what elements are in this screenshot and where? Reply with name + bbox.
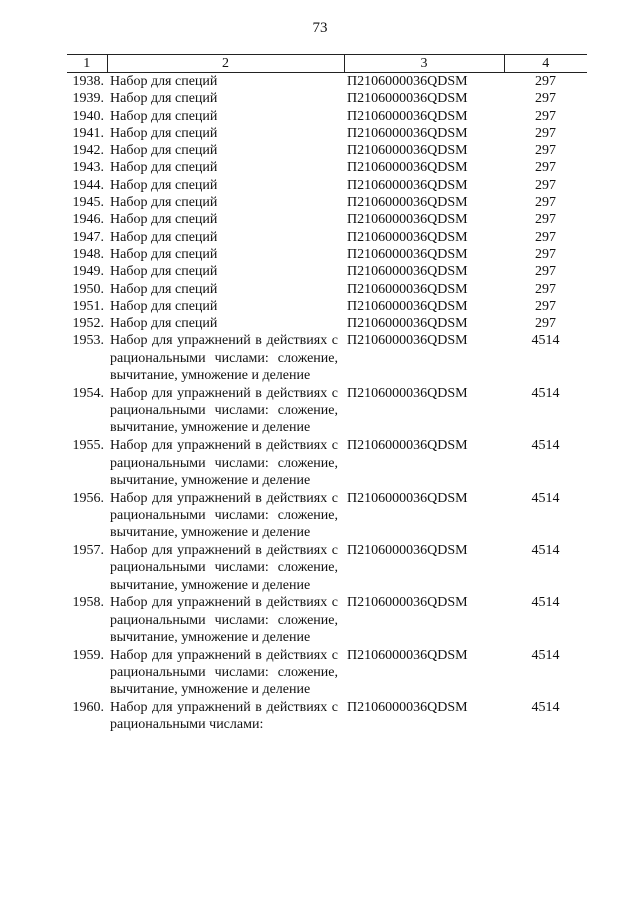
table-row bbox=[67, 159, 587, 176]
item-name: Набор для упражнений в действиях с рациональными числами: сложение, вычитание, умножение и деление bbox=[110, 595, 338, 645]
table-row bbox=[67, 385, 587, 437]
item-name: Набор для специй bbox=[110, 212, 218, 228]
item-code: П2106000036QDSM bbox=[347, 195, 468, 211]
column-header-2: 2 bbox=[107, 55, 344, 73]
item-price: 297 bbox=[535, 229, 556, 245]
table-row bbox=[67, 142, 587, 159]
item-code: П2106000036QDSM bbox=[347, 246, 468, 262]
item-price: 297 bbox=[535, 195, 556, 211]
item-name: Набор для специй bbox=[110, 281, 218, 297]
item-price: 4514 bbox=[531, 700, 560, 716]
item-code: П2106000036QDSM bbox=[347, 595, 468, 611]
item-code: П2106000036QDSM bbox=[347, 385, 468, 401]
row-number: 1941. bbox=[72, 125, 104, 141]
item-price: 297 bbox=[535, 177, 556, 193]
item-code: П2106000036QDSM bbox=[347, 281, 468, 297]
item-name: Набор для специй bbox=[110, 177, 218, 193]
row-number: 1949. bbox=[72, 264, 104, 280]
item-price: 297 bbox=[535, 74, 556, 89]
column-header-3: 3 bbox=[344, 55, 504, 73]
row-number: 1940. bbox=[72, 108, 104, 124]
item-name: Набор для специй bbox=[110, 91, 218, 107]
item-code: П2106000036QDSM bbox=[347, 177, 468, 193]
item-code: П2106000036QDSM bbox=[347, 700, 468, 716]
row-number: 1953. bbox=[72, 333, 104, 349]
item-name: Набор для специй bbox=[110, 316, 218, 332]
item-code: П2106000036QDSM bbox=[347, 316, 468, 332]
table-row bbox=[67, 229, 587, 246]
table-row bbox=[67, 437, 587, 489]
item-name: Набор для специй bbox=[110, 143, 218, 159]
row-number: 1954. bbox=[72, 385, 104, 401]
table-row bbox=[67, 542, 587, 594]
table-row bbox=[67, 490, 587, 542]
table-row bbox=[67, 177, 587, 194]
row-number: 1938. bbox=[72, 74, 104, 89]
item-name: Набор для упражнений в действиях с рациональными числами: сложение, вычитание, умножение и деление bbox=[110, 647, 338, 698]
table-row bbox=[67, 315, 587, 332]
item-price: 297 bbox=[535, 281, 556, 297]
row-number: 1942. bbox=[72, 143, 104, 159]
row-number: 1943. bbox=[72, 160, 104, 176]
item-code: П2106000036QDSM bbox=[347, 229, 468, 245]
table-row bbox=[67, 281, 587, 298]
item-price: 4514 bbox=[531, 333, 560, 349]
item-price: 297 bbox=[535, 246, 556, 262]
column-header-4: 4 bbox=[504, 55, 587, 73]
row-number: 1951. bbox=[72, 298, 104, 314]
row-number: 1946. bbox=[72, 212, 104, 228]
item-price: 297 bbox=[535, 125, 556, 141]
item-code: П2106000036QDSM bbox=[347, 298, 468, 314]
item-price: 4514 bbox=[531, 385, 560, 401]
item-code: П2106000036QDSM bbox=[347, 438, 468, 454]
item-name: Набор для специй bbox=[110, 125, 218, 141]
row-number: 1955. bbox=[72, 438, 104, 454]
row-number: 1958. bbox=[72, 595, 104, 611]
item-price: 4514 bbox=[531, 647, 560, 663]
column-header-1: 1 bbox=[67, 55, 107, 73]
item-price: 297 bbox=[535, 264, 556, 280]
item-price: 297 bbox=[535, 316, 556, 332]
item-code: П2106000036QDSM bbox=[347, 333, 468, 349]
table-row bbox=[67, 298, 587, 315]
item-code: П2106000036QDSM bbox=[347, 543, 468, 559]
item-name: Набор для специй bbox=[110, 108, 218, 124]
row-number: 1948. bbox=[72, 246, 104, 262]
item-name: Набор для упражнений в действиях с рациональными числами: сложение, вычитание, умножение и деление bbox=[110, 385, 338, 436]
item-code: П2106000036QDSM bbox=[347, 108, 468, 124]
row-number: 1960. bbox=[72, 700, 104, 716]
item-name: Набор для упражнений в действиях с рациональными числами: сложение, вычитание, умножение и деление bbox=[110, 333, 338, 384]
item-code: П2106000036QDSM bbox=[347, 490, 468, 506]
item-name: Набор для специй bbox=[110, 298, 218, 314]
table-row bbox=[67, 73, 587, 91]
row-number: 1947. bbox=[72, 229, 104, 245]
items-table bbox=[67, 54, 587, 734]
item-name: Набор для специй bbox=[110, 74, 218, 89]
page-number: 73 bbox=[312, 20, 328, 36]
item-code: П2106000036QDSM bbox=[347, 212, 468, 228]
item-code: П2106000036QDSM bbox=[347, 125, 468, 141]
item-price: 4514 bbox=[531, 490, 560, 506]
item-name: Набор для упражнений в действиях с рациональными числами: сложение, вычитание, умножение и деление bbox=[110, 543, 338, 593]
item-price: 4514 bbox=[531, 543, 560, 559]
table-row bbox=[67, 211, 587, 228]
table-row bbox=[67, 246, 587, 263]
header-row bbox=[67, 55, 587, 73]
item-code: П2106000036QDSM bbox=[347, 91, 468, 107]
item-name: Набор для специй bbox=[110, 160, 218, 176]
item-price: 297 bbox=[535, 91, 556, 107]
item-code: П2106000036QDSM bbox=[347, 74, 468, 89]
row-number: 1957. bbox=[72, 543, 104, 559]
item-name: Набор для специй bbox=[110, 229, 218, 245]
table-header bbox=[67, 55, 587, 73]
row-number: 1959. bbox=[72, 647, 104, 663]
item-name: Набор для специй bbox=[110, 195, 218, 211]
item-name: Набор для специй bbox=[110, 264, 218, 280]
item-name: Набор для специй bbox=[110, 246, 218, 262]
table-row bbox=[67, 332, 587, 384]
item-code: П2106000036QDSM bbox=[347, 160, 468, 176]
item-price: 297 bbox=[535, 212, 556, 228]
table-row bbox=[67, 263, 587, 280]
item-code: П2106000036QDSM bbox=[347, 143, 468, 159]
item-price: 297 bbox=[535, 108, 556, 124]
table-row bbox=[67, 647, 587, 699]
item-name: Набор для упражнений в действиях с рациональными числами: сложение, вычитание, умножение и деление bbox=[110, 438, 338, 488]
table-row bbox=[67, 90, 587, 107]
row-number: 1956. bbox=[72, 490, 104, 506]
item-price: 4514 bbox=[531, 438, 560, 454]
table-row bbox=[67, 125, 587, 142]
item-price: 297 bbox=[535, 143, 556, 159]
table-row bbox=[67, 594, 587, 646]
item-price: 297 bbox=[535, 160, 556, 176]
item-price: 4514 bbox=[531, 595, 560, 611]
item-code: П2106000036QDSM bbox=[347, 264, 468, 280]
table-row bbox=[67, 699, 587, 734]
row-number: 1939. bbox=[72, 91, 104, 107]
row-number: 1952. bbox=[72, 316, 104, 332]
row-number: 1950. bbox=[72, 281, 104, 297]
item-name: Набор для упражнений в действиях с рациональными числами: сложение, вычитание, умножение и деление bbox=[110, 490, 338, 541]
row-number: 1944. bbox=[72, 177, 104, 193]
item-code: П2106000036QDSM bbox=[347, 647, 468, 663]
table-body bbox=[67, 73, 587, 735]
row-number: 1945. bbox=[72, 195, 104, 211]
item-name: Набор для упражнений в действиях с рациональными числами: bbox=[110, 700, 338, 733]
table-row bbox=[67, 108, 587, 125]
item-price: 297 bbox=[535, 298, 556, 314]
table-row bbox=[67, 194, 587, 211]
